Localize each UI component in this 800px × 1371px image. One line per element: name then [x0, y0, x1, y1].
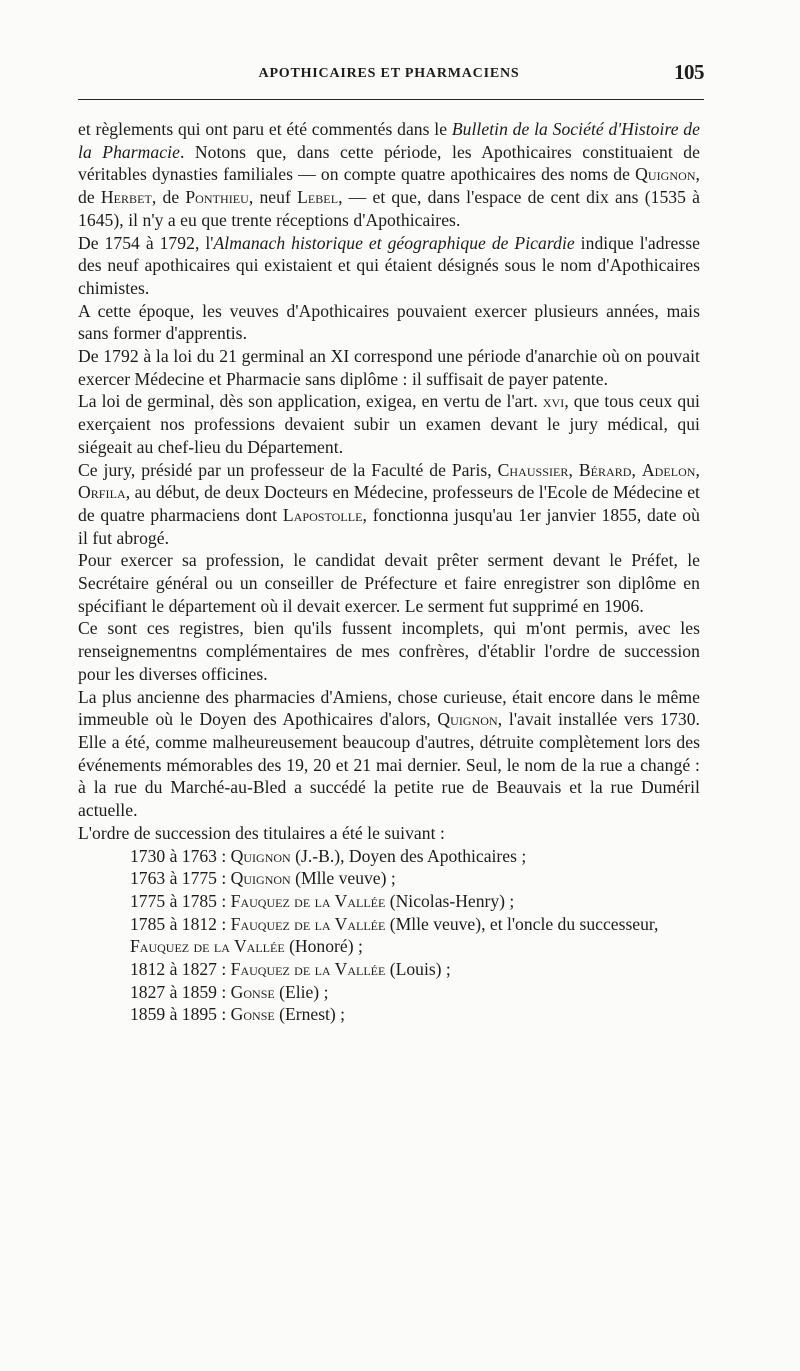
person-name: Gonse: [230, 981, 275, 1002]
italic-title: Almanach historique et géographique de Picardie: [213, 232, 575, 253]
person-name: Quignon: [635, 164, 696, 185]
succession-entry: [78, 981, 700, 1004]
text-run: 1812 à 1827 :: [130, 959, 231, 980]
succession-entry: [78, 1003, 700, 1026]
person-name: Fauquez de la Vallée: [230, 890, 386, 911]
text-run: , fonctionna jusqu'au 1er janvier 1855, date où il fut abrogé.: [78, 504, 700, 548]
person-name: xvi: [542, 391, 565, 412]
paragraph: [78, 300, 700, 345]
text-run: 1775 à 1785 :: [130, 890, 231, 911]
text-run: ,: [695, 459, 700, 480]
person-name: Chaussier: [497, 459, 569, 480]
person-name: Lebel: [297, 187, 339, 208]
succession-entry: [78, 913, 700, 958]
text-run: , neuf: [248, 187, 298, 208]
document-page: [78, 56, 704, 1025]
person-name: Herbet: [100, 187, 152, 208]
text-run: 1763 à 1775 :: [130, 868, 231, 889]
text-run: La plus ancienne des pharmacies d'Amiens, chose curieuse, était encore dans le même immeuble où le Doyen des Apothicaires d'alors,: [78, 686, 700, 730]
text-run: 1730 à 1763 :: [130, 845, 231, 866]
person-name: Gonse: [230, 1004, 275, 1025]
page-number: 105: [674, 60, 704, 84]
person-name: Fauquez de la Vallée: [230, 959, 386, 980]
text-run: De 1792 à la loi du 21 germinal an XI correspond une période d'anarchie où on pouvait exercer Médecine et Pharmacie sans diplôme : il suffisait de payer patente.: [78, 346, 700, 389]
text-run: Pour exercer sa profession, le candidat devait prêter serment devant le Préfet, le Secrétaire général ou un conseiller de Préfecture et faire enregistrer son diplôme en spécifiant le département où il devait exercer. Le serment fut supprimé en 1906.: [78, 550, 700, 616]
person-name: Quignon: [230, 845, 291, 866]
text-run: A cette époque, les veuves d'Apothicaires pouvaient exercer plusieurs années, mais sans former d'apprentis.: [78, 300, 700, 344]
text-run: (Honoré) ;: [284, 936, 363, 957]
paragraph: [78, 617, 700, 685]
text-run: (Ernest) ;: [274, 1004, 346, 1025]
text-run: Ce sont ces registres, bien qu'ils fussent incomplets, qui m'ont permis, avec les renseignementns complémentaires de mes confrères, d'établir l'ordre de succession pour les diverses officines.: [78, 618, 700, 684]
text-run: (Mlle veuve), et l'oncle du successeur,: [385, 913, 659, 934]
person-name: Bérard: [578, 459, 632, 480]
paragraph: [78, 549, 700, 617]
paragraph: [78, 459, 700, 550]
text-run: . Notons que, dans cette période, les Apothicaires constituaient de véritables dynasties familiales — on compte quatre apothicaires des noms de: [78, 141, 700, 185]
text-run: et règlements qui ont paru et été commentés dans le: [78, 119, 452, 139]
paragraph: [78, 232, 700, 300]
person-name: Quignon: [437, 709, 498, 730]
paragraph: [78, 686, 700, 822]
text-run: (J.-B.), Doyen des Apothicaires ;: [290, 845, 527, 866]
text-run: Ce jury, présidé par un professeur de la Faculté de Paris,: [78, 459, 498, 480]
person-name: Fauquez de la Vallée: [230, 913, 386, 934]
text-run: (Nicolas-Henry) ;: [385, 890, 515, 911]
succession-entry: [78, 958, 700, 981]
text-run: De 1754 à 1792, l': [78, 232, 214, 253]
page-header: [78, 56, 704, 88]
paragraph: [78, 345, 700, 390]
text-run: , au début, de deux Docteurs en Médecine, professeurs de l'Ecole de Médecine et de quatre pharmaciens dont: [78, 482, 700, 525]
person-name: Ponthieu: [185, 187, 249, 208]
text-run: , que tous ceux qui exerçaient nos professions devaient subir un examen devant le jury médical, qui siégeait au chef-lieu du Département.: [78, 391, 700, 457]
text-run: 1785 à 1812 :: [130, 913, 231, 934]
succession-list: [78, 845, 700, 1027]
text-run: , — et que, dans l'espace de cent dix ans (1535 à 1645), il n'y a eu que trente réceptions d'Apothicaires.: [78, 187, 700, 230]
text-run: indique l'adresse des neuf apothicaires qui existaient et qui étaient désignés sous le nom d'Apothicaires chimistes.: [78, 232, 700, 298]
succession-entry: [78, 867, 700, 890]
person-name: Orfila: [78, 482, 126, 503]
text-run: (Louis) ;: [385, 959, 451, 980]
paragraph: [78, 118, 700, 232]
italic-title: Bulletin de la Société d'Histoire de la Pharmacie: [78, 119, 700, 162]
text-run: 1859 à 1895 :: [130, 1004, 231, 1025]
text-run: , de: [78, 164, 700, 208]
succession-entry: [78, 890, 700, 913]
succession-entry: [78, 845, 700, 868]
body-text: [78, 118, 700, 1026]
text-run: 1827 à 1859 :: [130, 981, 231, 1002]
text-run: L'ordre de succession des titulaires a été le suivant :: [78, 822, 445, 843]
person-name: Lapostolle: [282, 504, 363, 525]
text-run: (Elie) ;: [274, 981, 329, 1002]
paragraphs: [78, 118, 700, 845]
text-run: , l'avait installée vers 1730. Elle a été, comme malheureusement beaucoup d'autres, détruite complètement lors des événements mémorables des 19, 20 et 21 mai dernier. Seul, le nom de la rue a changé : à la rue du Marché-au-Bled a succédé la petite rue de Beauvais et la rue Duméril actuelle.: [78, 709, 700, 821]
paragraph: [78, 822, 700, 845]
paragraph: [78, 390, 700, 458]
text-run: ,: [568, 459, 579, 480]
text-run: , de: [151, 187, 186, 208]
person-name: Quignon: [230, 868, 291, 889]
header-rule: [78, 99, 704, 100]
running-title: APOTHICAIRES ET PHARMACIENS: [258, 66, 520, 81]
text-run: La loi de germinal, dès son application, exigea, en vertu de l'art.: [78, 391, 543, 412]
text-run: ,: [631, 459, 642, 480]
person-name: Fauquez de la Vallée: [130, 936, 285, 957]
person-name: Adelon: [641, 459, 696, 480]
text-run: (Mlle veuve) ;: [290, 868, 396, 889]
